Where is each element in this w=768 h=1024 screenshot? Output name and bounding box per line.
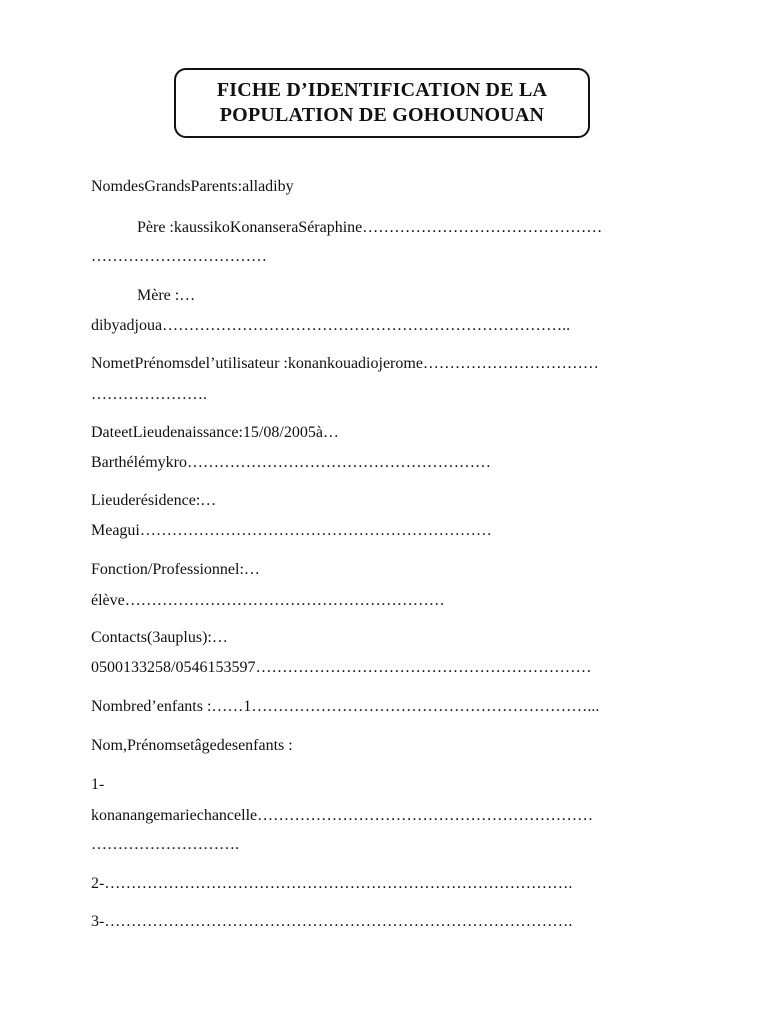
father-line-continued: …………………………… (91, 248, 267, 265)
user-name-line: NometPrénomsdel’utilisateur :konankouadiojerome…………………………… (91, 355, 599, 372)
mother-line-continued: dibyadjoua………………………………………………………………….. (91, 317, 571, 334)
occupation-line-continued: élève…………………………………………………… (91, 592, 445, 609)
children-names-heading: Nom,Prénomsetâgedesenfants : (91, 737, 293, 754)
child-2-line: 2-……………………………………………………………………………. (91, 875, 573, 892)
occupation-line: Fonction/Professionnel:… (91, 561, 260, 578)
child-1-name-continued: ………………………. (91, 836, 239, 853)
title-line-2: POPULATION DE GOHOUNOUAN (219, 104, 545, 126)
contacts-line: Contacts(3auplus):… (91, 629, 228, 646)
child-1-name: konanangemariechancelle……………………………………………………… (91, 807, 594, 824)
child-3-line: 3-……………………………………………………………………………. (91, 913, 573, 930)
birth-date-place-line: DateetLieudenaissance:15/08/2005à… (91, 424, 339, 441)
residence-line-continued: Meagui………………………………………………………… (91, 522, 492, 539)
grandparents-line: NomdesGrandsParents:alladiby (91, 178, 294, 195)
residence-line: Lieuderésidence:… (91, 492, 217, 509)
birth-place-line-continued: Barthélémykro………………………………………………… (91, 454, 491, 471)
child-1-number: 1- (91, 776, 105, 793)
title-line-1: FICHE D’IDENTIFICATION DE LA (216, 79, 548, 101)
children-count-line: Nombred’enfants :……1………………………………………………………... (91, 698, 600, 715)
contacts-line-continued: 0500133258/0546153597……………………………………………………… (91, 659, 592, 676)
father-line: Père :kaussikoKonanseraSéraphine……………………………………… (137, 219, 603, 236)
mother-line: Mère :… (137, 287, 196, 304)
user-name-line-continued: …………………. (91, 386, 207, 403)
title-box (174, 68, 590, 138)
